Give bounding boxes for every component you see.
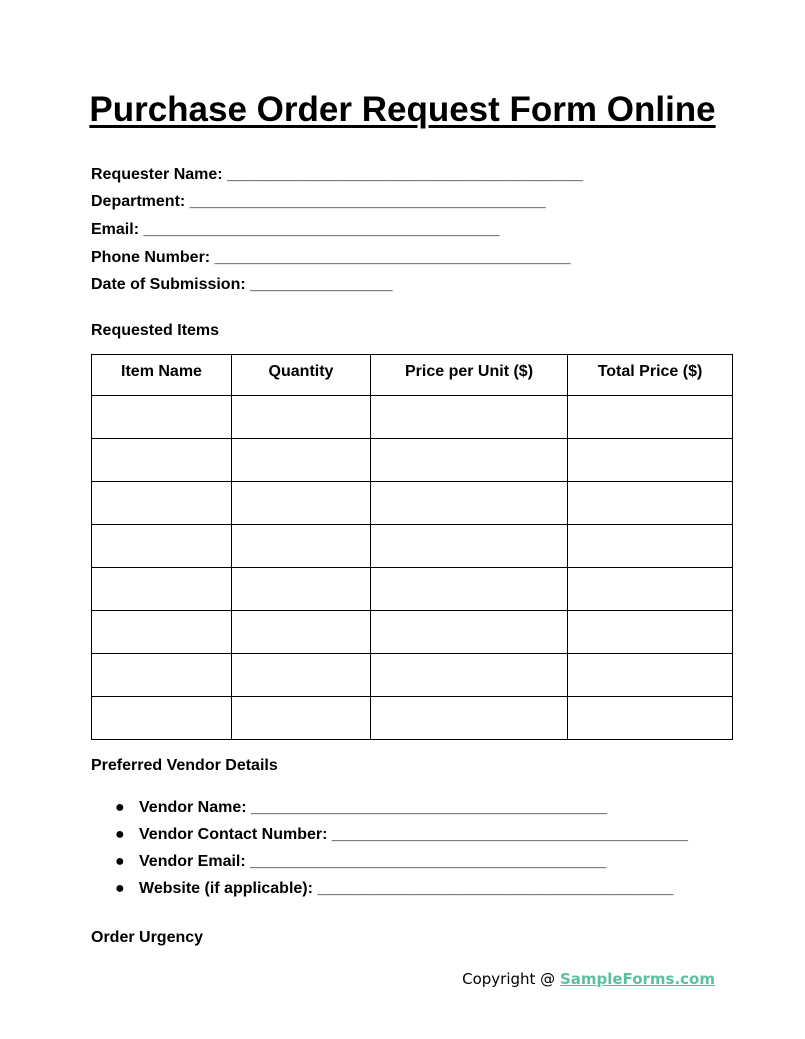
table-cell[interactable]: [232, 568, 371, 611]
table-cell[interactable]: [371, 654, 568, 697]
copyright-text: Copyright @: [462, 970, 560, 988]
column-header-price-per-unit: Price per Unit ($): [371, 355, 568, 396]
phone-number-field: [91, 248, 571, 268]
table-cell[interactable]: [568, 697, 733, 740]
table-cell[interactable]: [92, 611, 232, 654]
table-row: [92, 568, 733, 611]
field-blank[interactable]: ________________________________________: [189, 193, 546, 210]
table-cell[interactable]: [92, 396, 232, 439]
table-cell[interactable]: [568, 654, 733, 697]
table-cell[interactable]: [371, 697, 568, 740]
table-cell[interactable]: [232, 654, 371, 697]
table-cell[interactable]: [371, 568, 568, 611]
vendor-name-label: Vendor Name:: [139, 799, 247, 816]
table-cell[interactable]: [92, 439, 232, 482]
requested-items-heading: Requested Items: [91, 322, 220, 339]
date-of-submission-field: [91, 275, 393, 295]
vendor-contact-number-label: Vendor Contact Number:: [139, 826, 328, 843]
table-cell[interactable]: [568, 439, 733, 482]
table-cell[interactable]: [92, 654, 232, 697]
list-item: [91, 825, 688, 852]
field-label: Email:: [91, 221, 140, 238]
field-blank[interactable]: ________________________________________: [214, 249, 571, 266]
vendor-email-blank[interactable]: ________________________________________: [250, 853, 607, 870]
table-row: [92, 439, 733, 482]
table-row: [92, 482, 733, 525]
field-label: Requester Name:: [91, 166, 223, 183]
table-cell[interactable]: [232, 396, 371, 439]
vendor-details-list: [91, 798, 688, 906]
table-cell[interactable]: [371, 611, 568, 654]
field-label: Department:: [91, 193, 186, 210]
table-cell[interactable]: [232, 439, 371, 482]
column-header-quantity: Quantity: [232, 355, 371, 396]
table-row: [92, 697, 733, 740]
table-cell[interactable]: [92, 525, 232, 568]
field-label: Date of Submission:: [91, 276, 246, 293]
table-row: [92, 525, 733, 568]
field-blank[interactable]: ________________________________________: [143, 221, 500, 238]
department-field: [91, 192, 546, 212]
bullet-icon: ●: [115, 880, 125, 897]
table-cell[interactable]: [568, 396, 733, 439]
list-item: [91, 798, 688, 825]
copyright-footer: [462, 969, 715, 989]
table-cell[interactable]: [371, 439, 568, 482]
table-cell[interactable]: [232, 482, 371, 525]
bullet-icon: ●: [115, 826, 125, 843]
table-cell[interactable]: [92, 482, 232, 525]
table-cell[interactable]: [371, 525, 568, 568]
table-header-row: [92, 355, 733, 396]
column-header-item-name: Item Name: [92, 355, 232, 396]
page-title: Purchase Order Request Form Online: [89, 90, 716, 129]
table-cell[interactable]: [568, 568, 733, 611]
bullet-icon: ●: [115, 799, 125, 816]
list-item: [91, 852, 688, 879]
table-cell[interactable]: [232, 697, 371, 740]
vendor-name-blank[interactable]: ________________________________________: [251, 799, 607, 816]
table-cell[interactable]: [92, 697, 232, 740]
email-field: [91, 220, 499, 240]
table-cell[interactable]: [232, 525, 371, 568]
preferred-vendor-heading: Preferred Vendor Details: [91, 757, 278, 774]
table-row: [92, 396, 733, 439]
table-cell[interactable]: [232, 611, 371, 654]
table-cell[interactable]: [568, 525, 733, 568]
table-cell[interactable]: [371, 396, 568, 439]
requested-items-table: [91, 354, 733, 740]
table-cell[interactable]: [568, 482, 733, 525]
table-row: [92, 654, 733, 697]
column-header-total-price: Total Price ($): [568, 355, 733, 396]
vendor-email-label: Vendor Email:: [139, 853, 246, 870]
field-blank[interactable]: ________________: [250, 276, 393, 293]
website-blank[interactable]: ________________________________________: [317, 880, 674, 897]
field-label: Phone Number:: [91, 249, 211, 266]
sampleforms-link[interactable]: SampleForms.com: [559, 970, 715, 988]
table-cell[interactable]: [568, 611, 733, 654]
list-item: [91, 879, 688, 906]
field-blank[interactable]: ________________________________________: [227, 166, 583, 183]
requested-items-body: [92, 396, 733, 740]
website-label: Website (if applicable):: [139, 880, 313, 897]
table-cell[interactable]: [92, 568, 232, 611]
table-cell[interactable]: [371, 482, 568, 525]
vendor-contact-number-blank[interactable]: ________________________________________: [331, 826, 688, 843]
bullet-icon: ●: [115, 853, 125, 870]
requester-name-field: [91, 165, 583, 185]
table-row: [92, 611, 733, 654]
order-urgency-heading: Order Urgency: [91, 929, 204, 946]
